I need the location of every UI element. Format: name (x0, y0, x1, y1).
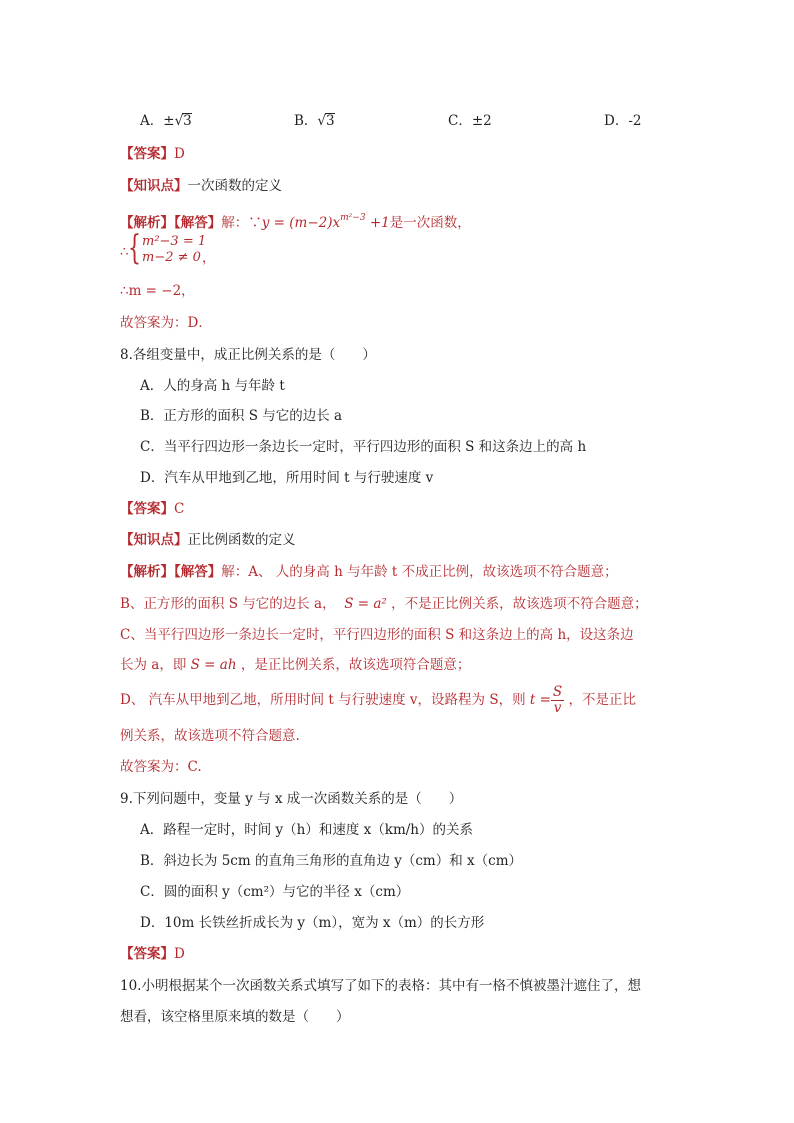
q7-option-c: C．±2 (448, 113, 492, 129)
q7-system-comma: ， (202, 250, 216, 266)
q7-result: ∴m = −2， (120, 283, 195, 299)
q8-option-d: D．汽车从甲地到乙地，所用时间 t 与行驶速度 v (140, 470, 434, 486)
q8-option-b: B．正方形的面积 S 与它的边长 a (140, 408, 343, 424)
q7-option-d: D．-2 (604, 113, 642, 129)
q9-option-d: D．10m 长铁丝折成长为 y（m），宽为 x（m）的长方形 (140, 915, 485, 931)
q7-conclusion: 故答案为：D． (120, 315, 212, 331)
q7-analysis: 【解析】【解答】解：∵y = $(m-2)x^{m^2-3} +1$是一次函数， (120, 213, 471, 231)
q9-option-b: B．斜边长为 5cm 的直角三角形的直角边 y（cm）和 x（cm） (140, 853, 523, 869)
q10-stem-line2: 想看，该空格里原来填的数是（ ） (120, 1009, 350, 1025)
q8-analysis-c2: 长为 a，即 S = ah ，是正比例关系，故该选项符合题意； (120, 657, 471, 673)
q8-analysis-d1: D、 汽车从甲地到乙地，所用时间 t 与行驶速度 v，设路程为 S，则 t = $\frac{S}{v}$ ，不是正比 (120, 684, 636, 716)
q8-option-a: A．人的身高 h 与年龄 t (140, 378, 285, 394)
q7-option-b: B．√3 (294, 113, 335, 129)
q8-stem: 8.各组变量中，成正比例关系的是（ ） (120, 347, 376, 363)
q7-system-eq2: m−2 ≠ 0 (142, 250, 201, 265)
q9-option-c: C．圆的面积 y（cm²）与它的半径 x（cm） (140, 884, 410, 900)
q8-option-c: C．当平行四边形一条边长一定时，平行四边形的面积 S 和这条边上的高 h (140, 439, 587, 455)
q7-option-a: A．±√3 (140, 113, 192, 129)
q7-knowledge-point: 【知识点】一次函数的定义 (120, 178, 282, 194)
q8-knowledge-point: 【知识点】正比例函数的定义 (120, 532, 296, 548)
q8-analysis-d2: 例关系，故该选项不符合题意. (120, 728, 300, 744)
q9-answer: 【答案】D (120, 946, 185, 962)
q8-conclusion: 故答案为：C. (120, 759, 202, 775)
q8-analysis-a: 【解析】【解答】解：A、 人的身高 h 与年龄 t 不成正比例，故该选项不符合题意； (120, 564, 618, 580)
q7-system-eq1: m²−3 = 1 (142, 234, 207, 249)
q8-analysis-b: B、正方形的面积 S 与它的边长 a， S = a² ，不是正比例关系，故该选项不符合题意； (120, 596, 648, 612)
q9-option-a: A．路程一定时，时间 y（h）和速度 x（km/h）的关系 (140, 822, 473, 838)
q7-system-brace: { (128, 228, 141, 268)
q8-answer: 【答案】C (120, 501, 185, 517)
q10-stem-line1: 10.小明根据某个一次函数关系式填写了如下的表格：其中有一格不慎被墨汁遮住了，想 (120, 978, 641, 994)
q7-answer: 【答案】D (120, 146, 185, 162)
q7-therefore-symbol: ∴ (120, 244, 129, 260)
q9-stem: 9.下列问题中，变量 y 与 x 成一次函数关系的是（ ） (120, 791, 463, 807)
q8-analysis-c1: C、当平行四边形一条边长一定时，平行四边形的面积 S 和这条边上的高 h，设这条边 (120, 627, 634, 643)
